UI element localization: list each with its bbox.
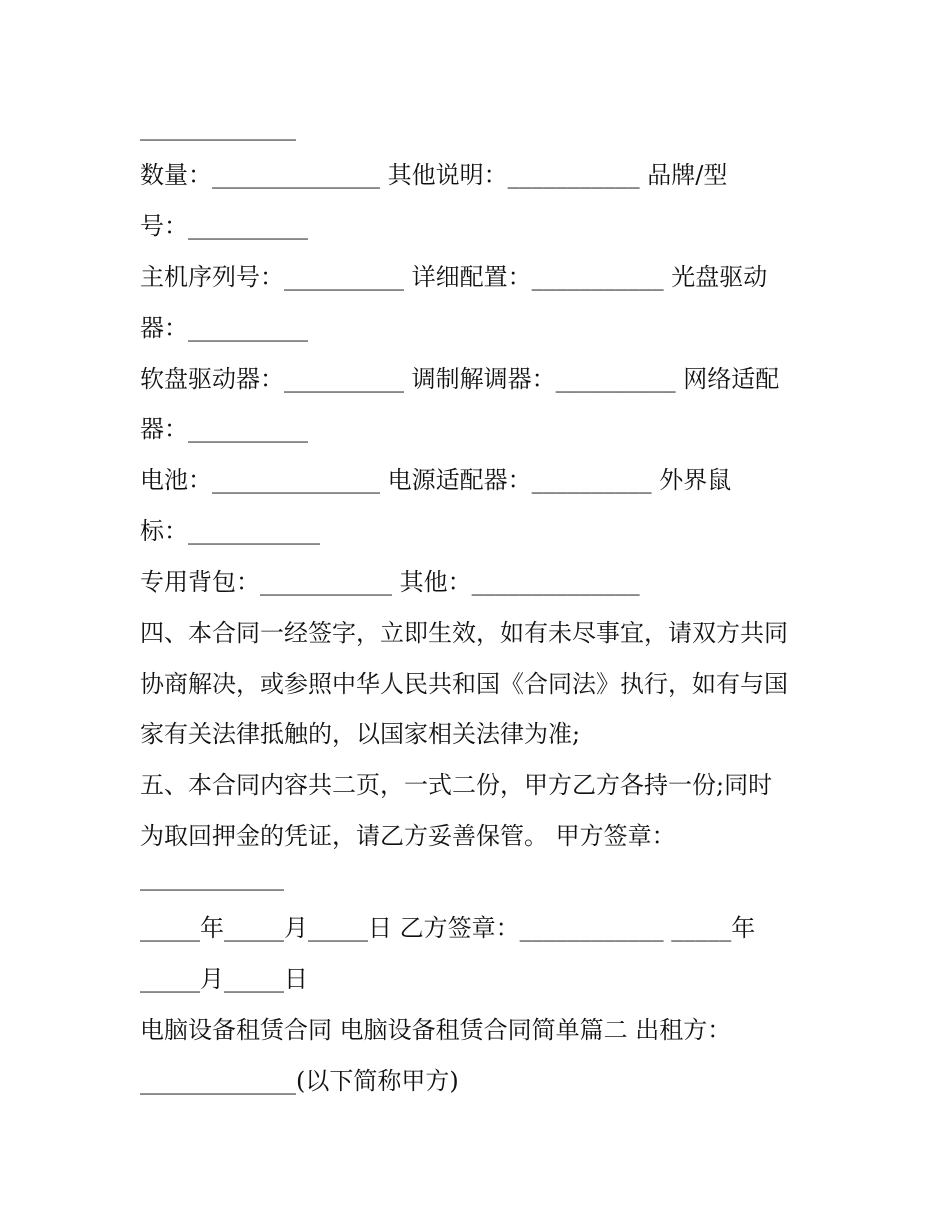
text-line: _____月_____日 [140, 965, 308, 993]
text-line: 数量：______________ 其他说明：___________ 品牌/型 [140, 161, 728, 189]
text-line: _____________(以下简称甲方) [140, 1067, 459, 1095]
text-line: 四、本合同一经签字，立即生效，如有未尽事宜，请双方共同 [140, 619, 788, 647]
text-line: 协商解决，或参照中华人民共和国《合同法》执行，如有与国 [140, 670, 788, 698]
text-line: 为取回押金的凭证，请乙方妥善保管。 甲方签章： [140, 822, 676, 850]
text-line: 电池：______________ 电源适配器：__________ 外界鼠 [140, 466, 732, 494]
text-line: _____________ [140, 113, 296, 141]
text-line: 专用背包：___________ 其他：______________ [140, 568, 640, 596]
text-line: 电脑设备租赁合同 电脑设备租赁合同简单篇二 出租方： [140, 1016, 732, 1044]
text-line: 器：__________ [140, 314, 308, 342]
text-line: 标：___________ [140, 517, 320, 545]
text-line: 器：__________ [140, 415, 308, 443]
text-line: ____________ [140, 863, 284, 891]
text-line: 软盘驱动器：__________ 调制解调器：__________ 网络适配 [140, 365, 780, 393]
text-line: 五、本合同内容共二页，一式二份，甲方乙方各持一份;同时 [140, 771, 773, 799]
text-line: _____年_____月_____日 乙方签章：____________ _____年 [140, 914, 756, 942]
text-line: 号：__________ [140, 212, 308, 240]
text-line: 家有关法律抵触的，以国家相关法律为准; [140, 720, 581, 748]
text-line: 主机序列号：__________ 详细配置：___________ 光盘驱动 [140, 263, 768, 291]
